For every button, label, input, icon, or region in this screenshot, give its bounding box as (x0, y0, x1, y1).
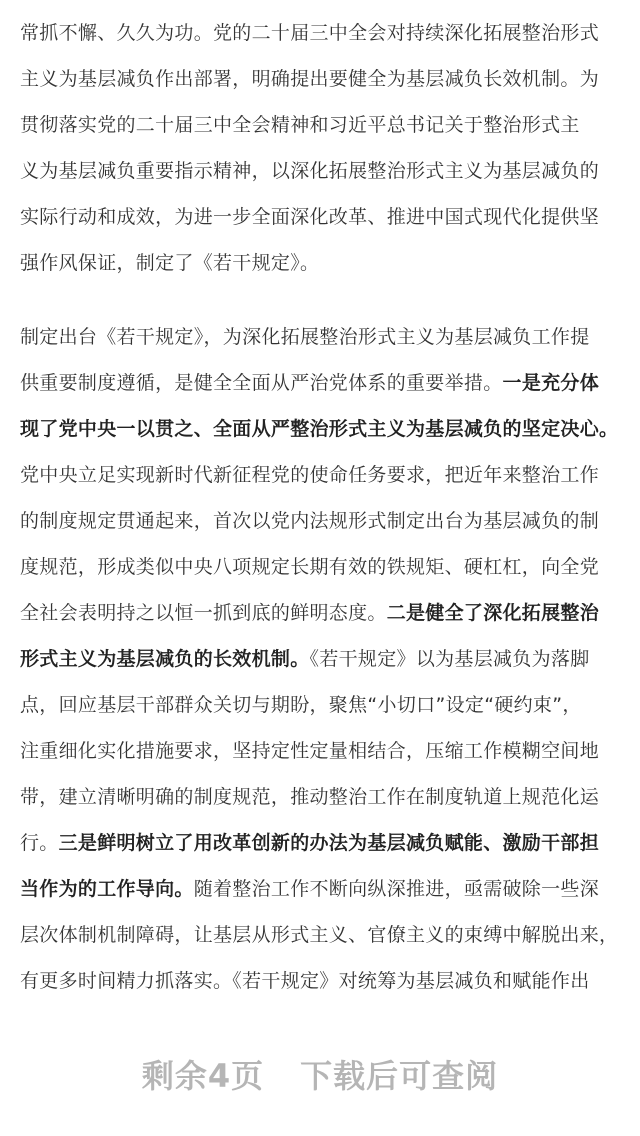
text-segment: 常抓不懈、久久为功。党的二十届三中全会对持续深化拓展整治形式 (20, 22, 600, 44)
paragraph (20, 10, 626, 286)
bold-text-segment: 现了党中央一以贯之、全面从严整治形式主义为基层减负的坚定决心。 (20, 418, 619, 440)
text-segment: 制定出台《若干规定》，为深化拓展整治形式主义为基层减负工作提 (20, 326, 590, 348)
bold-text-segment: 二是健全了深化拓展整治 (386, 602, 600, 624)
text-line (20, 544, 626, 590)
article-body (20, 10, 626, 1004)
text-segment: 随着整治工作不断向纵深推进，亟需破除一些深 (193, 878, 600, 900)
text-line (20, 682, 626, 728)
text-line (20, 240, 626, 286)
text-line (20, 360, 626, 406)
text-segment: 行。 (20, 832, 59, 854)
text-segment: 点，回应基层干部群众关切与期盼，聚焦“小切口”设定“硬约束”， (20, 694, 582, 716)
text-segment: 义为基层减负重要指示精神，以深化拓展整治形式主义为基层减负的 (20, 160, 600, 182)
text-line (20, 774, 626, 820)
download-prompt[interactable] (0, 1048, 640, 1104)
text-segment: 注重细化实化措施要求，坚持定性定量相结合，压缩工作模糊空间地 (20, 740, 600, 762)
paragraph-gap (20, 286, 626, 314)
text-segment: 度规范，形成类似中央八项规定长期有效的铁规矩、硬杠杠，向全党 (20, 556, 600, 578)
text-segment: 强作风保证，制定了《若干规定》。 (20, 252, 320, 274)
text-line (20, 498, 626, 544)
text-segment: 有更多时间精力抓落实。《若干规定》对统筹为基层减负和赋能作出 (20, 970, 590, 992)
text-line (20, 912, 626, 958)
text-segment: 全社会表明持之以恒一抓到底的鲜明态度。 (20, 602, 387, 624)
text-segment: 供重要制度遵循，是健全全面从严治党体系的重要举措。 (20, 372, 503, 394)
text-line (20, 194, 626, 240)
text-segment: 党中央立足实现新时代新征程党的使命任务要求，把近年来整治工作 (20, 464, 600, 486)
text-segment: 的制度规定贯通起来，首次以党内法规形式制定出台为基层减负的制 (20, 510, 600, 532)
text-segment: 主义为基层减负作出部署，明确提出要健全为基层减负长效机制。为 (20, 68, 600, 90)
text-line (20, 866, 626, 912)
text-line (20, 728, 626, 774)
text-line (20, 314, 626, 360)
text-segment: 层次体制机制障碍，让基层从形式主义、官僚主义的束缚中解脱出来， (20, 924, 619, 946)
paragraph (20, 314, 626, 1004)
text-segment: 贯彻落实党的二十届三中全会精神和习近平总书记关于整治形式主 (20, 114, 580, 136)
text-line (20, 590, 626, 636)
remaining-pages-label[interactable]: 剩余4页 (141, 1057, 265, 1095)
bold-text-segment: 一是充分体 (502, 372, 600, 394)
download-to-view-label[interactable]: 下载后可查阅 (300, 1057, 499, 1095)
text-segment: 带，建立清晰明确的制度规范，推动整治工作在制度轨道上规范化运 (20, 786, 600, 808)
text-line (20, 102, 626, 148)
bold-text-segment: 当作为的工作导向。 (20, 878, 194, 900)
text-line (20, 820, 626, 866)
text-line (20, 636, 626, 682)
bold-text-segment: 三是鲜明树立了用改革创新的办法为基层减负赋能、激励干部担 (58, 832, 600, 854)
text-segment: 《若干规定》以为基层减负为落脚 (309, 648, 590, 670)
text-line (20, 148, 626, 194)
text-line (20, 958, 626, 1004)
text-segment: 实际行动和成效，为进一步全面深化改革、推进中国式现代化提供坚 (20, 206, 600, 228)
text-line (20, 406, 626, 452)
bold-text-segment: 形式主义为基层减负的长效机制。 (20, 648, 310, 670)
text-line (20, 56, 626, 102)
text-line (20, 10, 626, 56)
text-line (20, 452, 626, 498)
